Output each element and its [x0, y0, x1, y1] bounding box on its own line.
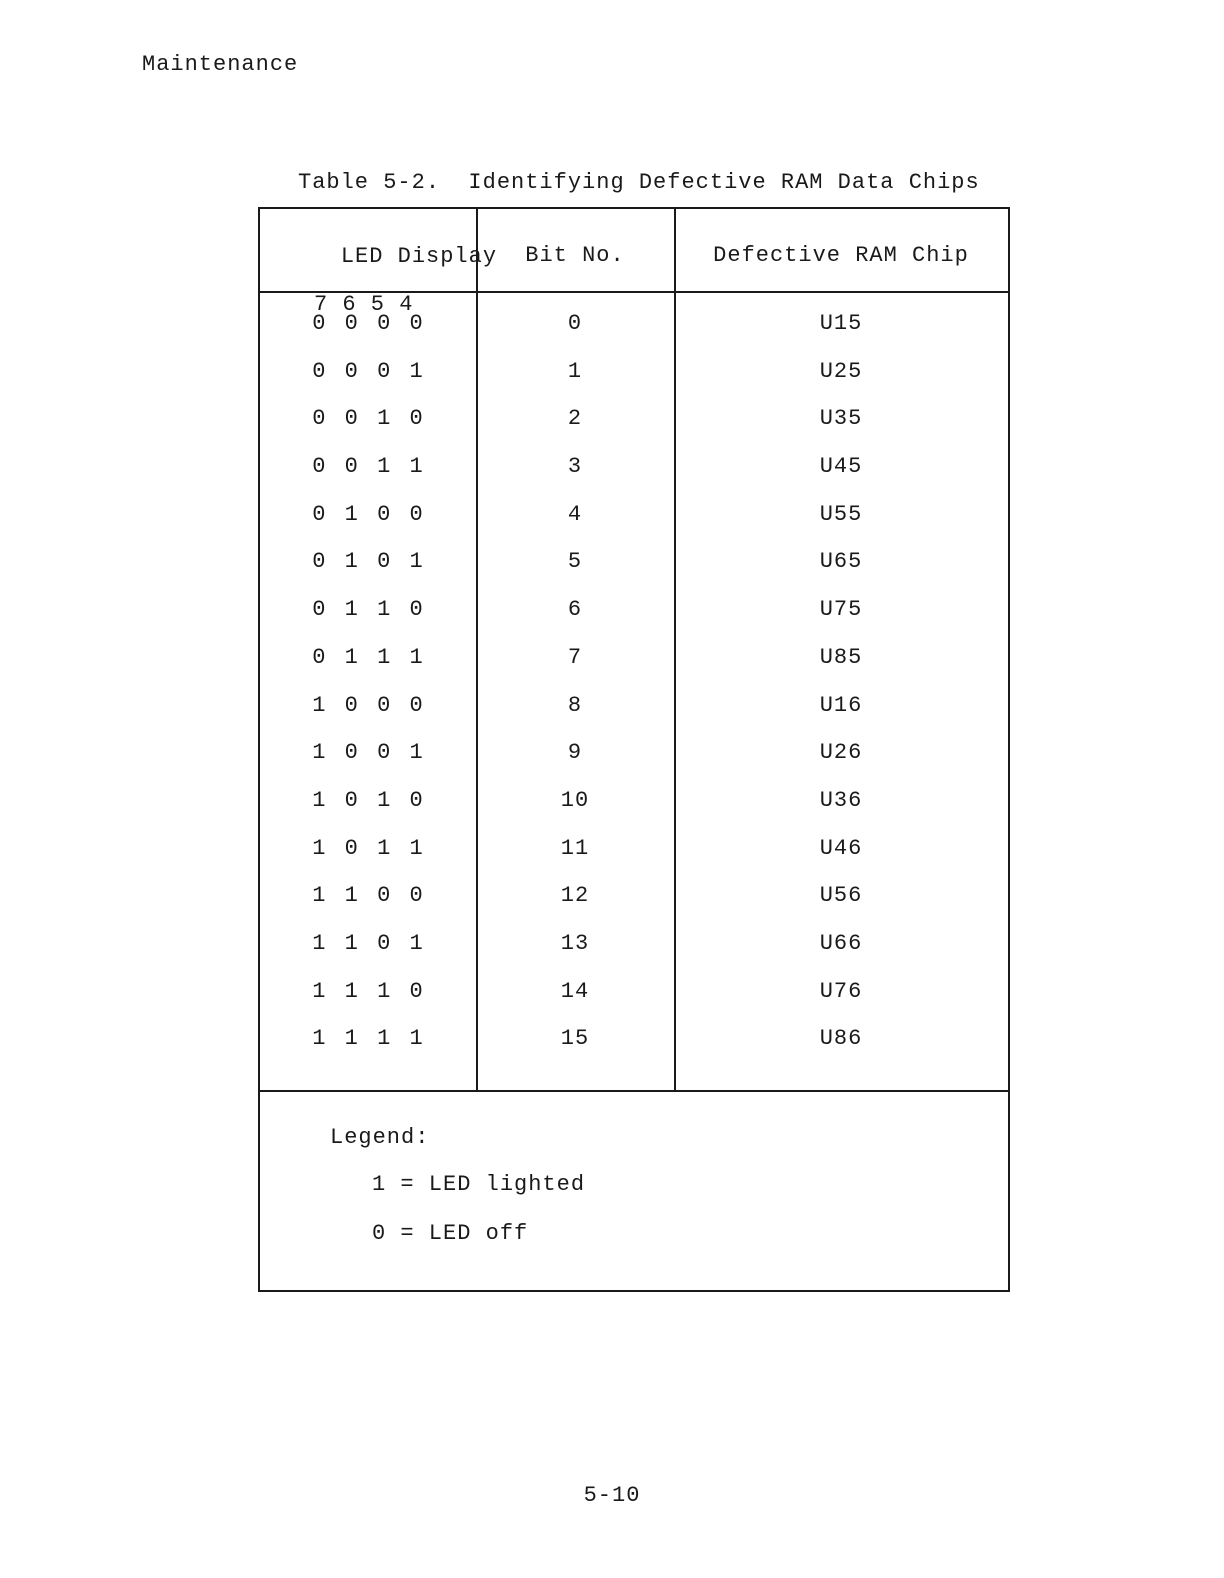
led-display-cell: 1 0 0 0	[312, 692, 424, 718]
defective-chip-cell: U16	[819, 692, 863, 718]
defective-chip-cell: U65	[819, 549, 863, 575]
table-row	[260, 734, 1008, 782]
defective-chip-cell: U15	[819, 311, 863, 336]
table-body	[260, 305, 1008, 1068]
led-display-cell: 1 1 1 0	[312, 978, 424, 1004]
bit-number-cell: 13	[560, 930, 590, 956]
table-row	[260, 973, 1008, 1021]
bit-number-cell: 1	[567, 358, 583, 384]
table-row	[260, 496, 1008, 544]
legend-divider	[260, 1090, 1008, 1092]
bit-number-cell: 5	[567, 549, 583, 575]
led-display-cell: 0 0 0 0	[312, 311, 424, 336]
led-display-cell: 0 0 1 1	[312, 454, 424, 480]
table-row	[260, 448, 1008, 496]
table-row	[260, 830, 1008, 878]
table-row	[260, 353, 1008, 401]
legend-title: Legend:	[330, 1125, 430, 1150]
bit-number-cell: 2	[567, 406, 583, 432]
table-row	[260, 877, 1008, 925]
defective-chip-cell: U85	[819, 644, 863, 670]
page-number: 5-10	[583, 1483, 641, 1508]
led-display-cell: 1 1 1 1	[312, 1026, 424, 1052]
table-caption: Table 5-2. Identifying Defective RAM Data Chips	[298, 170, 980, 195]
led-display-cell: 1 0 1 0	[312, 787, 424, 813]
bit-number-cell: 9	[567, 740, 583, 766]
table-row	[260, 687, 1008, 735]
defective-chip-cell: U25	[819, 358, 863, 384]
led-display-title: LED Display	[340, 244, 498, 269]
bit-number-cell: 15	[560, 1026, 590, 1052]
table-row	[260, 591, 1008, 639]
table-row	[260, 639, 1008, 687]
bit-number-cell: 3	[567, 454, 583, 480]
bit-number-cell: 12	[560, 883, 590, 909]
led-bit-positions: 7 6 5 4	[314, 292, 414, 317]
led-display-cell: 1 1 0 1	[312, 930, 424, 956]
running-head: Maintenance	[142, 52, 299, 77]
defective-chip-cell: U56	[819, 883, 863, 909]
table-row	[260, 782, 1008, 830]
legend	[330, 1125, 585, 1270]
led-display-cell: 1 1 0 0	[312, 883, 424, 909]
bit-number-cell: 11	[560, 835, 590, 861]
table-row	[260, 1020, 1008, 1068]
column-header-bit-no: Bit No.	[525, 243, 625, 268]
led-display-cell: 0 1 0 0	[312, 501, 424, 527]
bit-number-cell: 0	[567, 311, 583, 336]
led-display-cell: 0 0 0 1	[312, 358, 424, 384]
column-header-defective-chip: Defective RAM Chip	[713, 243, 969, 268]
bit-number-cell: 7	[567, 644, 583, 670]
led-display-cell: 0 0 1 0	[312, 406, 424, 432]
table-row	[260, 543, 1008, 591]
led-display-cell: 1 0 0 1	[312, 740, 424, 766]
bit-number-cell: 6	[567, 597, 583, 623]
defective-chip-cell: U76	[819, 978, 863, 1004]
defective-chip-cell: U45	[819, 454, 863, 480]
led-display-cell: 0 1 1 1	[312, 644, 424, 670]
defective-chip-cell: U75	[819, 597, 863, 623]
defective-chip-cell: U46	[819, 835, 863, 861]
bit-number-cell: 8	[567, 692, 583, 718]
defective-chip-cell: U26	[819, 740, 863, 766]
legend-item: 0 = LED off	[372, 1221, 529, 1246]
table-row	[260, 925, 1008, 973]
led-display-cell: 0 1 1 0	[312, 597, 424, 623]
defective-chip-cell: U36	[819, 787, 863, 813]
defective-chip-cell: U66	[819, 930, 863, 956]
table-row	[260, 400, 1008, 448]
led-display-cell: 0 1 0 1	[312, 549, 424, 575]
defective-chip-cell: U55	[819, 501, 863, 527]
defective-chip-cell: U35	[819, 406, 863, 432]
ram-chip-table	[258, 207, 1010, 1292]
defective-chip-cell: U86	[819, 1026, 863, 1052]
table-row	[260, 305, 1008, 353]
legend-item: 1 = LED lighted	[372, 1172, 586, 1197]
bit-number-cell: 4	[567, 501, 583, 527]
bit-number-cell: 14	[560, 978, 590, 1004]
led-display-cell: 1 0 1 1	[312, 835, 424, 861]
bit-number-cell: 10	[560, 787, 590, 813]
